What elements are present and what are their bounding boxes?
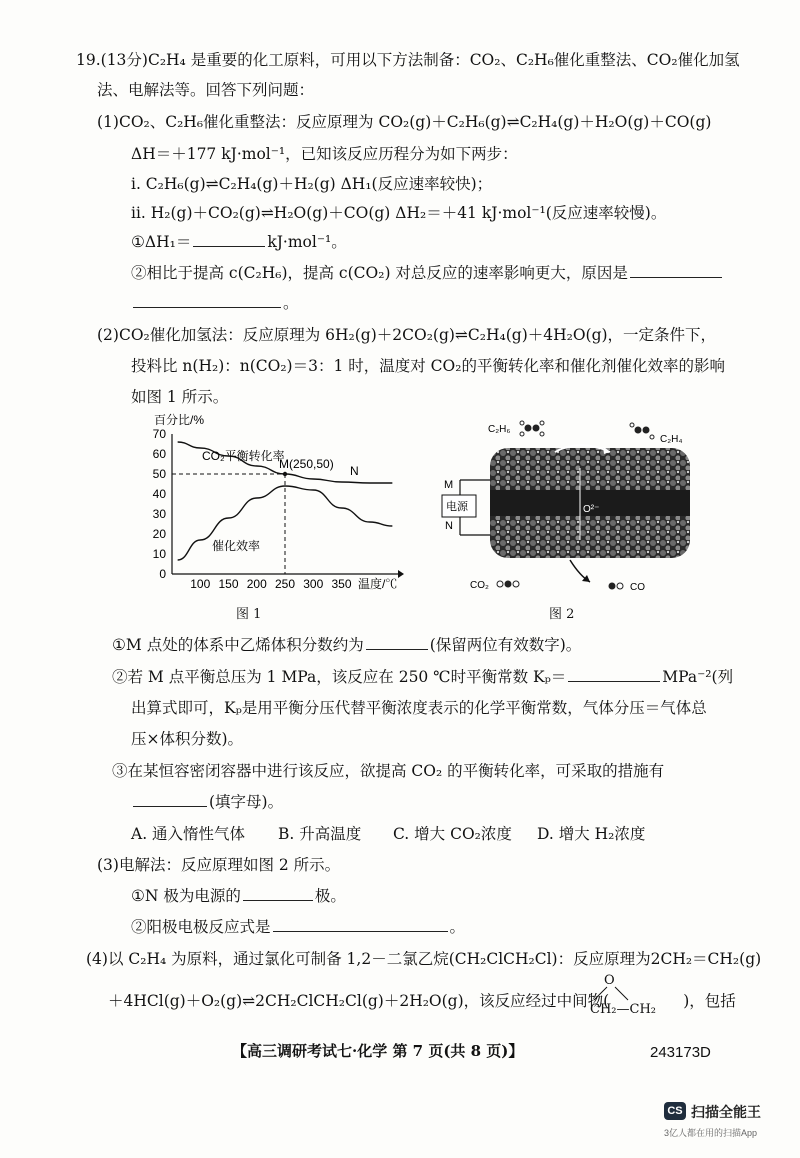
- question-2c-suffix: (填字母)。: [209, 793, 284, 811]
- y-tick-label: 40: [152, 487, 166, 501]
- power-source-label: 电源: [446, 501, 468, 513]
- answer-blank-1a[interactable]: [193, 230, 265, 247]
- option-c: C. 增大 CO₂浓度: [393, 825, 512, 843]
- question-2b-line-2: 出算式即可，Kₚ是用平衡分压代替平衡浓度表示的化学平衡常数，气体分压＝气体总: [131, 699, 707, 717]
- y-tick-label: 70: [152, 427, 166, 441]
- question-2b-prefix: ②若 M 点平衡总压为 1 MPa，该反应在 250 ℃时平衡常数 Kₚ＝: [112, 668, 567, 686]
- question-intro-line-1: 19.(13分)C₂H₄ 是重要的化工原料，可用以下方法制备：CO₂、C₂H₆催化重整法、CO₂催化加氢: [76, 51, 740, 69]
- x-tick-label: 250: [274, 577, 296, 591]
- series-label-efficiency: 催化效率: [212, 539, 261, 553]
- camscanner-name: 扫描全能王: [691, 1104, 761, 1120]
- part4-line-2-text: ＋4HCl(g)＋O₂(g)⇌2CH₂ClCH₂Cl(g)＋2H₂O(g)，该反应经过中间物(: [108, 992, 610, 1010]
- electrode-m-label: M: [444, 479, 454, 491]
- question-2a: [112, 633, 581, 657]
- y-tick-label: 0: [159, 567, 166, 581]
- part2-line-1: (2)CO₂催化加氢法：反应原理为 6H₂(g)＋2CO₂(g)⇌C₂H₄(g)＋4H₂O(g)，一定条件下，: [97, 326, 717, 344]
- question-3b: [131, 915, 465, 939]
- part1-line-1: (1)CO₂、C₂H₆催化重整法：反应原理为 CO₂(g)＋C₂H₆(g)⇌C₂H₄(g)＋H₂O(g)＋CO(g): [97, 113, 712, 131]
- x-tick-label: 300: [303, 577, 324, 591]
- question-1a-suffix: kJ·mol⁻¹。: [267, 233, 347, 251]
- question-intro-line-2: 法、电解法等。回答下列问题：: [97, 81, 315, 99]
- question-2a-prefix: ①M 点处的体系中乙烯体积分数约为: [112, 636, 364, 654]
- part1-line-2: ΔH＝＋177 kJ·mol⁻¹，已知该反应历程分为如下两步：: [131, 145, 518, 163]
- question-2b-line-3: 压×体积分数)。: [131, 730, 244, 748]
- epoxide-bonds: [586, 984, 636, 1002]
- figure-1-caption: 图 1: [236, 607, 262, 622]
- answer-blank-1b-a[interactable]: [630, 261, 722, 278]
- question-1a: [131, 230, 347, 254]
- co2-label: CO₂: [470, 580, 489, 591]
- x-axis-arrow: [398, 570, 404, 578]
- point-m-label: M(250,50): [279, 457, 334, 471]
- answer-blank-3b[interactable]: [273, 915, 448, 932]
- question-3b-suffix: 。: [449, 918, 466, 936]
- figure-2-diagram: [440, 410, 700, 595]
- question-1a-prefix: ①ΔH₁＝: [131, 233, 192, 251]
- question-2c-line-1: ③在某恒容密闭容器中进行该反应，欲提高 CO₂ 的平衡转化率，可采取的措施有: [112, 762, 665, 780]
- y-tick-label: 50: [152, 467, 166, 481]
- step-i: ⅰ. C₂H₆(g)⇌C₂H₄(g)＋H₂(g) ΔH₁(反应速率较快)；: [131, 175, 493, 193]
- epoxide-oxygen: O: [604, 973, 615, 988]
- question-1b: [131, 261, 724, 285]
- c2h4-label: C₂H₄: [660, 434, 683, 445]
- question-2b-suffix: MPa⁻²(列: [662, 668, 734, 686]
- question-2c-line-2: [131, 790, 283, 814]
- c2h6-label: C₂H₆: [488, 424, 511, 435]
- co-molecule-icon: [609, 583, 624, 590]
- question-3a: [131, 884, 346, 908]
- y-tick-label: 20: [152, 527, 166, 541]
- epoxide-carbons: CH₂—CH₂: [590, 1002, 656, 1017]
- y-tick-label: 60: [152, 447, 166, 461]
- series-label-conversion: CO₂平衡转化率: [202, 449, 285, 463]
- c2h4-molecule-icon: [630, 423, 654, 439]
- question-3b-prefix: ②阳极电极反应式是: [131, 918, 271, 936]
- part3-line: (3)电解法：反应原理如图 2 所示。: [97, 856, 341, 874]
- paper-code: 243173D: [650, 1044, 711, 1061]
- x-tick-label: 100: [190, 577, 211, 591]
- part4-line-1: (4)以 C₂H₄ 为原料，通过氯化可制备 1,2－二氯乙烷(CH₂ClCH₂Cl)：反应原理为2CH₂＝CH₂(g): [86, 950, 762, 968]
- oxide-ion-label: O²⁻: [583, 504, 600, 515]
- question-2b: [112, 665, 733, 689]
- x-tick-label: 150: [218, 577, 239, 591]
- option-b: B. 升高温度: [278, 825, 362, 843]
- question-1b-continued: [131, 291, 299, 315]
- part4-line-2-end: )，包括: [683, 992, 736, 1010]
- x-tick-label: 350: [331, 577, 352, 591]
- y-tick-label: 10: [152, 547, 166, 561]
- answer-blank-2c[interactable]: [133, 790, 207, 807]
- figure-2-caption: 图 2: [549, 607, 575, 622]
- answer-blank-1b-b[interactable]: [133, 291, 281, 308]
- point-m: [283, 472, 287, 476]
- page-footer: 【高三调研考试七·化学 第 7 页(共 8 页)】: [232, 1042, 524, 1060]
- option-a: A. 通入惰性气体: [131, 825, 246, 843]
- question-3a-suffix: 极。: [314, 887, 346, 905]
- x-tick-label: 200: [246, 577, 267, 591]
- question-1b-text: ②相比于提高 c(C₂H₆)，提高 c(CO₂) 对总反应的速率影响更大，原因是: [131, 264, 628, 282]
- c2h6-molecule-icon: [520, 421, 544, 436]
- step-ii: ⅱ. H₂(g)＋CO₂(g)⇌H₂O(g)＋CO(g) ΔH₂＝＋41 kJ·mol⁻¹(反应速率较慢)。: [131, 204, 667, 222]
- question-1b-end: 。: [283, 294, 299, 312]
- option-d: D. 增大 H₂浓度: [537, 825, 646, 843]
- answer-blank-3a[interactable]: [243, 884, 313, 901]
- electrode-n-label: N: [445, 520, 453, 532]
- point-n-label: N: [349, 464, 359, 478]
- answer-blank-2b[interactable]: [568, 665, 660, 682]
- figure-1-chart: [140, 410, 415, 615]
- question-2a-suffix: (保留两位有效数字)。: [429, 636, 582, 654]
- y-axis-label: 百分比/%: [154, 413, 205, 427]
- question-3a-prefix: ①N 极为电源的: [131, 887, 241, 905]
- part2-line-2: 投料比 n(H₂)：n(CO₂)＝3：1 时，温度对 CO₂的平衡转化率和催化剂催化效率的影响: [131, 357, 725, 375]
- x-axis-label: 温度/℃: [358, 577, 398, 591]
- y-tick-label: 30: [152, 507, 166, 521]
- co2-molecule-icon: [497, 581, 519, 588]
- answer-blank-2a[interactable]: [366, 633, 428, 650]
- co-label: CO: [630, 582, 645, 593]
- camscanner-logo-icon: CS: [664, 1102, 686, 1120]
- camscanner-tagline: 3亿人都在用的扫描App: [664, 1128, 758, 1138]
- part2-line-3: 如图 1 所示。: [131, 388, 229, 406]
